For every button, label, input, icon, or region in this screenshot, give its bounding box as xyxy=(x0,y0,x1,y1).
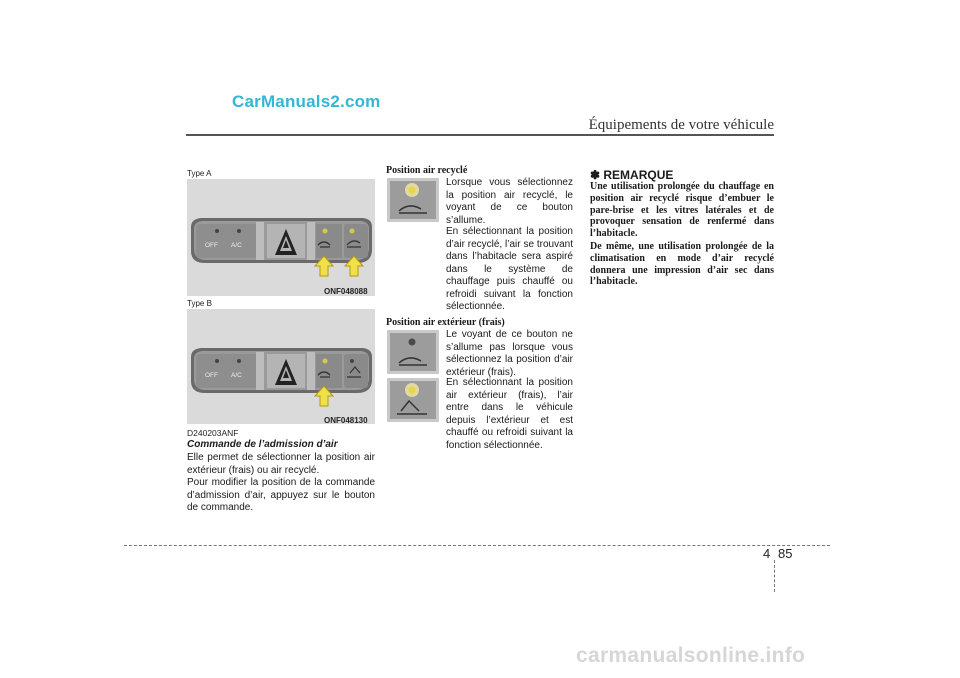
figure-b-type-label: Type B xyxy=(187,299,212,308)
figure-b-code: ONF048130 xyxy=(324,416,368,425)
fresh-text-2: En sélectionnant la position air extérieur (frais), l’air entre dans le véhicule depuis l’extérieur et est chauffé ou refroidi suivant la fonction sélectionnée. xyxy=(446,377,573,451)
recirc-title: Position air recyclé xyxy=(386,165,468,176)
note-text-2: De même, une utilisation prolongée de la climatisation en mode d’air recyclé donnera une impression d’air sec dans l’habitacle. xyxy=(590,241,774,288)
figure-a-ac-label: A/C xyxy=(231,242,242,249)
fresh-text-1: Le voyant de ce bouton ne s’allume pas lorsque vous sélectionnez la position d’air extérieur (frais). xyxy=(446,329,573,378)
note-text-1: Une utilisation prolongée du chauffage en position air recyclé risque d’embuer le pare-brise et les vitres latérales et de provoquer sensation de renfermé dans l’habitacle. xyxy=(590,181,774,240)
figure-b-ac-label: A/C xyxy=(231,372,242,379)
footer-vertical-dashed-rule xyxy=(774,560,775,592)
page-header-title: Équipements de votre véhicule xyxy=(588,117,774,133)
recirc-text-1: Lorsque vous sélectionnez la position air recyclé, le voyant de ce bouton s’allume. xyxy=(446,177,573,226)
header-rule xyxy=(186,134,774,136)
recirc-button-photo xyxy=(387,178,439,222)
figure-b-off-label: OFF xyxy=(205,372,218,379)
figure-a-code: ONF048088 xyxy=(324,287,368,296)
note-title: ✽ REMARQUE xyxy=(590,168,674,182)
left-paragraph-2: Pour modifier la position de la commande d’admission d’air, appuyez sur le bouton de commande. xyxy=(187,477,375,513)
figure-a-off-label: OFF xyxy=(205,242,218,249)
watermark-top: CarManuals2.com xyxy=(232,92,381,111)
watermark-bottom: carmanualsonline.info xyxy=(576,644,806,667)
recirc-text-2: En sélectionnant la position d’air recyclé, l’air se trouvant dans l’habitacle sera aspiré dans le système de chauffage puis chauffé ou refroidi suivant la fonction sélectionnée. xyxy=(446,226,573,312)
section-title: Commande de l’admission d’air xyxy=(187,439,338,450)
figure-a-type-label: Type A xyxy=(187,169,212,178)
chapter-number: 4 xyxy=(763,546,771,561)
figure-b-panel-photo xyxy=(187,309,375,424)
fresh-title: Position air extérieur (frais) xyxy=(386,317,505,328)
section-ref-code: D240203ANF xyxy=(187,428,239,438)
figure-a-panel-photo xyxy=(187,179,375,296)
fresh-button-on-photo xyxy=(387,378,439,422)
page-number: 85 xyxy=(778,546,793,561)
fresh-button-off-photo xyxy=(387,330,439,374)
left-paragraph-1: Elle permet de sélectionner la position air extérieur (frais) ou air recyclé. xyxy=(187,452,375,476)
footer-dashed-rule xyxy=(124,545,830,546)
